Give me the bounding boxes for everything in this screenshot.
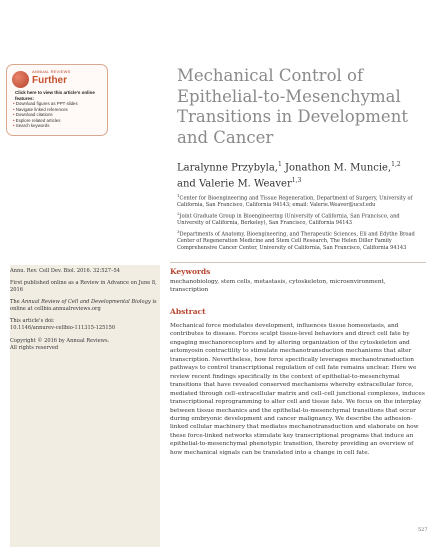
affiliation-mark: 2 <box>177 211 180 216</box>
keywords-heading: Keywords <box>170 267 211 276</box>
affiliation-mark: 3 <box>177 229 180 234</box>
author-affiliation-mark: 1,3 <box>291 177 302 185</box>
first-published: First published online as a Review in Advance on June 8, 2016 <box>10 280 157 293</box>
article-info-sidebar <box>10 265 160 547</box>
divider <box>170 262 426 263</box>
author-name: and Valerie M. Weaver <box>177 178 292 190</box>
copyright: Copyright © 2016 by Annual Reviews. <box>10 338 110 344</box>
annual-reviews-logo-icon <box>12 71 29 88</box>
affiliation-text: Departments of Anatomy, Bioengineering, and Therapeutic Sciences, Eli and Edythe Broad Center of Regeneration Medicine and Stem Cell Research, The Helen Diller Family Comprehensive Cancer Center, University of California, San Francisco, California 94143 <box>177 231 415 251</box>
affiliation <box>177 193 422 209</box>
author-name: Jonathon M. Muncie, <box>281 162 392 174</box>
abstract-heading: Abstract <box>170 307 206 316</box>
affiliation-mark: 1 <box>177 193 180 198</box>
article-title: Mechanical Control of Epithelial-to-Mesenchymal Transitions in Development and Cancer <box>177 66 408 147</box>
further-item[interactable]: • Navigate linked references <box>13 107 78 113</box>
doi-link[interactable]: 10.1146/annurev-cellbio-111315-125150 <box>10 325 116 331</box>
author-affiliation-mark: 1,2 <box>391 161 401 168</box>
further-item[interactable]: • Download figures as PPT slides <box>13 101 78 107</box>
affiliation <box>177 211 422 227</box>
further-brand-small: ANNUAL REVIEWS <box>32 69 71 74</box>
affiliation-text: Joint Graduate Group in Bioengineering (University of California, San Francisco, and University of California, Berkeley), San Francisco, California 94143 <box>177 213 400 227</box>
citation: Annu. Rev. Cell Dev. Biol. 2016. 32:527–54 <box>10 268 120 274</box>
further-item[interactable]: • Search keywords <box>13 123 78 129</box>
affiliation-text: Center for Bioengineering and Tissue Regeneration, Department of Surgery, University of California, San Francisco, California 94143; email: Valerie.Weaver@ucsf.edu <box>177 195 413 209</box>
further-badge[interactable] <box>6 64 108 136</box>
further-feature-list <box>13 101 78 129</box>
online-location: The Annual Review of Cell and Developmental Biology is online at cellbio.annualreviews.org <box>10 299 157 312</box>
further-item[interactable]: • Explore related articles <box>13 118 78 124</box>
author-list <box>177 158 427 191</box>
rights: All rights reserved <box>10 345 59 351</box>
further-item[interactable]: • Download citations <box>13 112 78 118</box>
affiliation <box>177 229 422 251</box>
further-click-text[interactable]: Click here to view this article's online features: <box>15 90 95 101</box>
abstract-text: Mechanical force modulates development, influences tissue homeostasis, and contributes to disease. Forces sculpt tissue-level behaviors and direct cell fate by engaging mechanoreceptors and by altering organization of the cytoskeleton and actomyosin contractility to stimulate mechanotransduction mechanisms that alter transcription. Nevertheless, how force specifically leverages mechanotransduction pathways to control transcriptional regulation of cell fate remains unclear. Here we review recent findings specifically in the context of epithelial-to-mesenchymal transitions that have revealed conserved mechanisms whereby extracellular force, mediated through cell–extracellular matrix and cell–cell junctional complexes, induces transcriptional reprogramming to alter cell and tissue fate. We focus on the interplay between tissue mechanics and the epithelial-to-mesenchymal transitions that occur during embryonic development and cancer malignancy. We describe the adhesion-linked cellular machinery that mediates mechanotransduction and elaborate on how these force-linked networks stimulate key transcriptional programs that induce an epithelial-to-mesenchymal phenotypic transition, thereby providing an overview of how mechanical signals can be translated into a change in cell fate. <box>170 323 425 456</box>
keywords-text: mechanobiology, stem cells, metastasis, cytoskeleton, microenvironment, transcription <box>170 279 386 293</box>
author-name: Laralynne Przybyla, <box>177 162 278 174</box>
page-number: 527 <box>418 527 428 533</box>
doi-label: This article's doi: <box>10 318 55 324</box>
author-affiliation-mark: 1 <box>278 161 282 168</box>
further-brand-title: Further <box>32 75 67 86</box>
